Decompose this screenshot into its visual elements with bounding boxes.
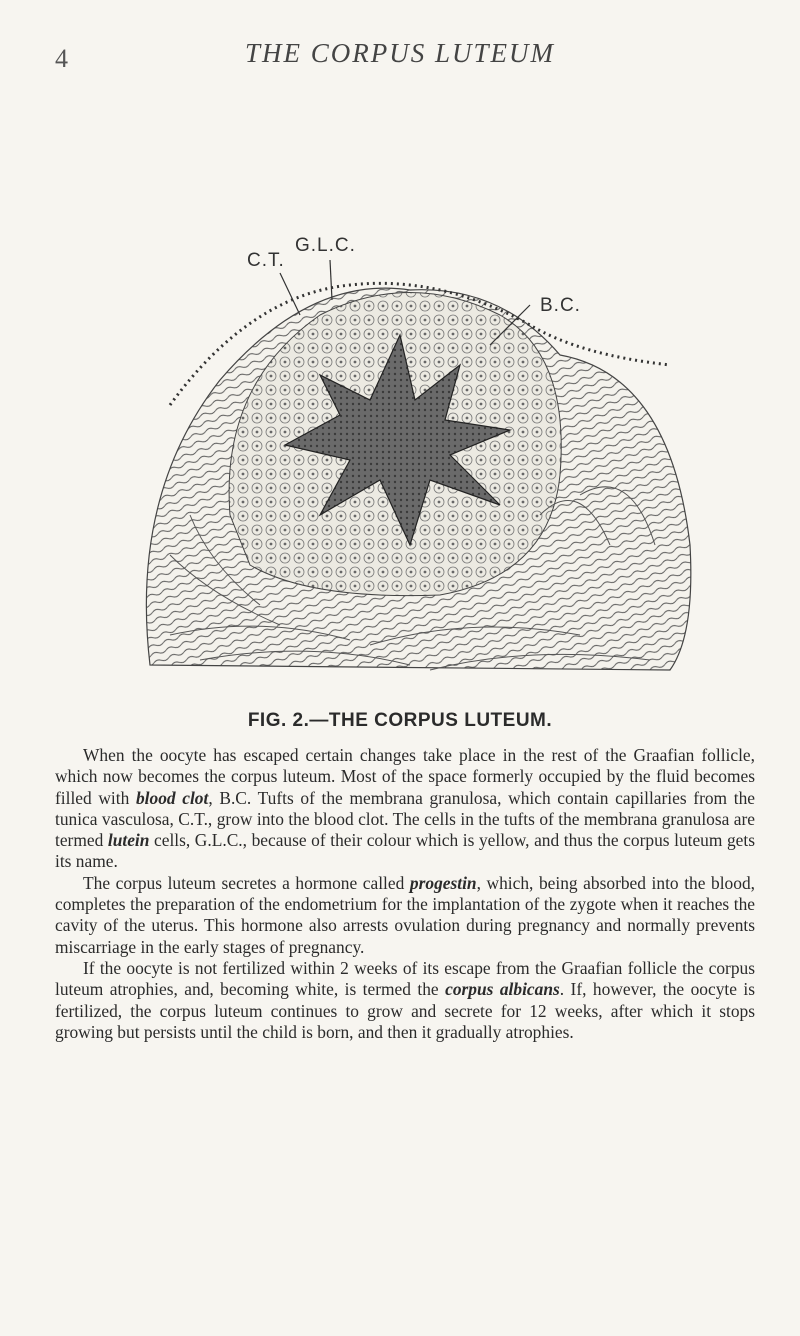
term-blood-clot: blood clot [135,787,209,808]
label-glc: G.L.C. [295,235,356,256]
term-progestin: progestin [409,872,477,893]
page-number: 4 [55,44,68,73]
paragraph-3: If the oocyte is not fertilized within 2 weeks of its escape from the Graafian follicle the corpus luteum atrophies, and, becoming white, is termed the corpus albicans. If, however, the oocyte is fertilized, the corpus luteum continues to grow and secrete for 12 weeks, after which it stops growing but persists until the child is born, and then it gradually atrophies. [55,957,755,1042]
term-corpus-albicans: corpus albicans [445,979,560,1000]
running-head: THE CORPUS LUTEUM [244,38,555,68]
term-lutein: lutein [107,830,150,851]
label-bc: B.C. [540,295,581,316]
figure-caption: FIG. 2.—THE CORPUS LUTEUM. [247,710,553,731]
illustration-drawing [110,215,710,695]
body-text [55,745,755,1043]
paragraph-2: The corpus luteum secretes a hormone called progestin, which, being absorbed into the blood, completes the preparation of the endometrium for the implantation of the zygote when it reaches the cavity of the uterus. This hormone also arrests ovulation during pregnancy and normally prevents miscarriage in the early stages of pregnancy. [55,872,755,957]
label-ct: C.T. [247,250,285,271]
corpus-luteum-illustration [110,215,710,695]
paragraph-1: When the oocyte has escaped certain changes take place in the rest of the Graafian follicle, which now becomes the corpus luteum. Most of the space formerly occupied by the fluid becomes filled with blood clot, B.C. Tufts of the membrana granulosa, which contain capillaries from the tunica vasculosa, C.T., grow into the blood clot. The cells in the tufts of the membrana granulosa are termed lutein cells, G.L.C., because of their colour which is yellow, and thus the corpus luteum gets its name. [55,745,756,872]
